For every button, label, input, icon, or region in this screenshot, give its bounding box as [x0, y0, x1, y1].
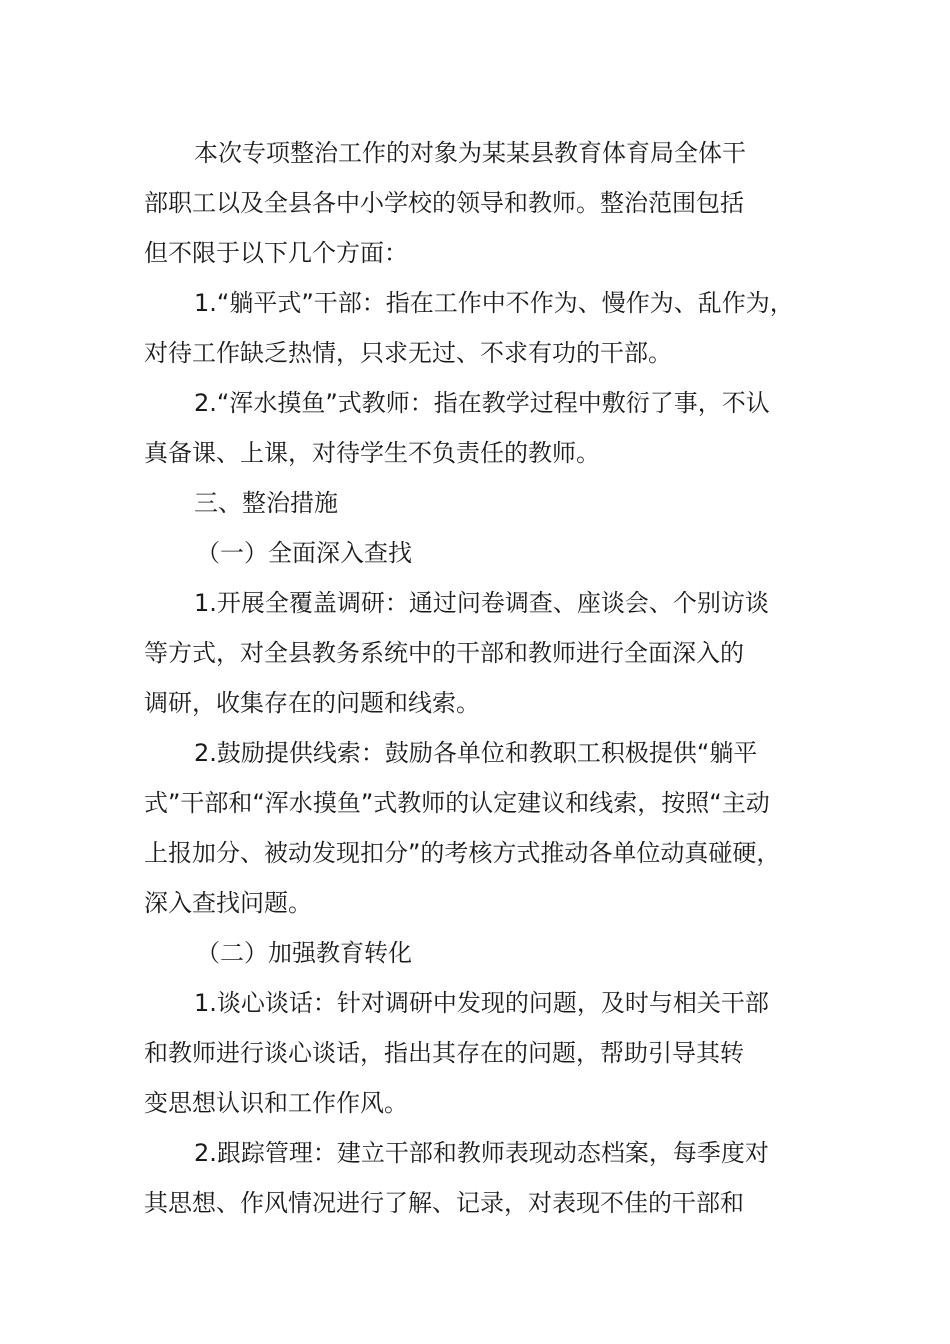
heading-text: 三、整治措施: [194, 489, 338, 517]
heading-text: （二）加强教育转化: [196, 939, 412, 967]
heading-text: （一）全面深入查找: [196, 539, 412, 567]
text-line: 调研，收集存在的问题和线索。: [144, 689, 480, 717]
subsection-heading-education: [144, 928, 840, 978]
section-heading-measures: [144, 478, 840, 528]
text-line: 但不限于以下几个方面：: [144, 239, 408, 267]
paragraph-scope-item-1: [144, 278, 840, 378]
text-line: 变思想认识和工作作风。: [144, 1089, 408, 1117]
text-line: 1.谈心谈话：针对调研中发现的问题，及时与相关干部: [194, 989, 769, 1017]
subsection-heading-investigation: [144, 528, 840, 578]
paragraph-measure-survey: [144, 578, 840, 728]
text-line: 1.“躺平式”干部：指在工作中不作为、慢作为、乱作为，: [194, 289, 794, 317]
text-line: 深入查找问题。: [144, 889, 312, 917]
text-line: 真备课、上课，对待学生不负责任的教师。: [144, 439, 600, 467]
text-line: 对待工作缺乏热情，只求无过、不求有功的干部。: [144, 339, 672, 367]
paragraph-scope-item-2: [144, 378, 840, 478]
text-line: 2.跟踪管理：建立干部和教师表现动态档案，每季度对: [194, 1139, 769, 1167]
paragraph-measure-tracking: [144, 1128, 840, 1228]
paragraph-scope: [144, 128, 840, 278]
paragraph-measure-clues: [144, 728, 840, 928]
text-line: 部职工以及全县各中小学校的领导和教师。整治范围包括: [144, 189, 744, 217]
text-line: 本次专项整治工作的对象为某某县教育体育局全体干: [194, 139, 746, 167]
text-line: 和教师进行谈心谈话，指出其存在的问题，帮助引导其转: [144, 1039, 744, 1067]
text-line: 2.“浑水摸鱼”式教师：指在教学过程中敷衍了事，不认: [194, 389, 770, 417]
text-line: 式”干部和“浑水摸鱼”式教师的认定建议和线索，按照“主动: [144, 789, 770, 817]
text-line: 1.开展全覆盖调研：通过问卷调查、座谈会、个别访谈: [194, 589, 769, 617]
text-line: 2.鼓励提供线索：鼓励各单位和教职工积极提供“躺平: [194, 739, 758, 767]
text-line: 上报加分、被动发现扣分”的考核方式推动各单位动真碰硬，: [144, 839, 781, 867]
text-line: 其思想、作风情况进行了解、记录，对表现不佳的干部和: [144, 1189, 744, 1217]
text-line: 等方式，对全县教务系统中的干部和教师进行全面深入的: [144, 639, 744, 667]
paragraph-measure-talk: [144, 978, 840, 1128]
